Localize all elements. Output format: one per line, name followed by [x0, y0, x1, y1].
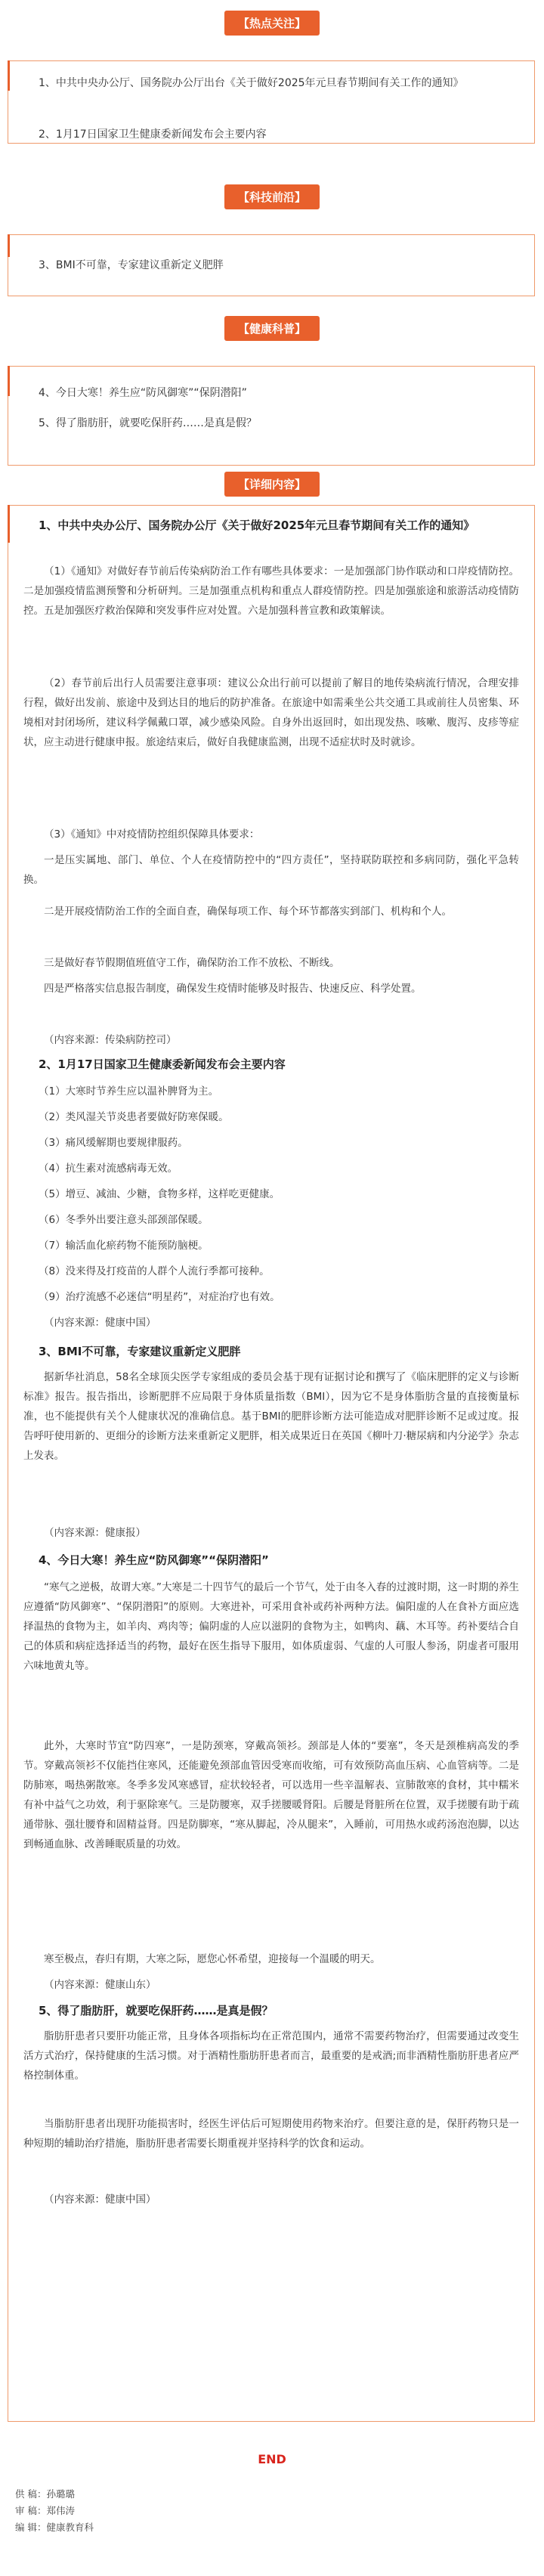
- s1-source: （内容来源：传染病防控司）: [44, 1034, 177, 1046]
- s2-item: （9）治疗流感不必迷信“明星药”，对症治疗也有效。: [39, 1291, 280, 1303]
- s4-title: 4、今日大寒！养生应“防风御寒”“保阴潜阳”: [39, 1553, 269, 1567]
- s5-source: （内容来源：健康中国）: [44, 2194, 156, 2206]
- s2-item: （1）大寒时节养生应以温补脾肾为主。: [39, 1085, 219, 1098]
- s2-source: （内容来源：健康中国）: [44, 1317, 156, 1329]
- box-accent: [8, 505, 10, 543]
- science-box: [8, 234, 535, 296]
- health-item-4[interactable]: 4、今日大寒！养生应“防风御寒”“保阴潜阳”: [39, 387, 247, 399]
- s1-title: 1、中共中央办公厅、国务院办公厅《关于做好2025年元旦春节期间有关工作的通知》: [39, 519, 475, 532]
- health-box: [8, 366, 535, 466]
- hot-box: [8, 60, 535, 144]
- s3-source: （内容来源：健康报）: [44, 1527, 146, 1539]
- s3-title: 3、BMI不可靠，专家建议重新定义肥胖: [39, 1345, 241, 1358]
- s2-item: （2）类风湿关节炎患者要做好防寒保暖。: [39, 1111, 229, 1123]
- s2-item: （8）没来得及打疫苗的人群个人流行季都可接种。: [39, 1265, 270, 1277]
- s1-p7: 四是严格落实信息报告制度，确保发生疫情时能够及时报告、快速反应、科学处置。: [44, 983, 422, 995]
- box-accent: [8, 60, 10, 91]
- s4-p1: “寒气之逆极，故谓大寒。”大寒是二十四节气的最后一个节气，处于由冬入春的过渡时期，这一时期的养生应遵循“防风御寒”、“保阴潜阳”的原则。大寒进补，可采用食补或药补两种方法。偏阳虚的人在食补方面应选择温热的食物为主，如羊肉、鸡肉等；偏阴虚的人应以滋阴的食物为主，如鸭肉、藕、木耳等。药补要结合自己的体质和病症选择适当的药物，最好在医生指导下服用，如体质虚弱、气虚的人可服人参汤，阴虚者可服用六味地黄丸等。: [23, 1581, 519, 1672]
- credit-source: 供 稿：孙璐璐: [15, 2488, 75, 2500]
- s1-p6: 三是做好春节假期值班值守工作，确保防治工作不放松、不断线。: [44, 957, 340, 969]
- science-item-1[interactable]: 3、BMI不可靠，专家建议重新定义肥胖: [39, 259, 224, 271]
- s4-source: （内容来源：健康山东）: [44, 1979, 156, 1991]
- end-mark: END: [258, 2452, 286, 2466]
- s1-p2: （2）春节前后出行人员需要注意事项：建议公众出行前可以提前了解目的地传染病流行情况，合理安排行程，做好出发前、旅途中及到达目的地后的防护准备。在旅途中如需乘坐公共交通工具或前往人员密集、环境相对封闭场所，建议科学佩戴口罩，减少感染风险。自身外出返回时，如出现发热、咳嗽、腹泻、皮疹等症状，应主动进行健康申报。旅途结束后，做好自我健康监测，出现不适症状时及时就诊。: [23, 677, 519, 748]
- hot-item-1[interactable]: 1、中共中央办公厅、国务院办公厅出台《关于做好2025年元旦春节期间有关工作的通知》: [39, 77, 464, 89]
- section-tag-hot: 【热点关注】: [224, 11, 320, 36]
- s2-item: （7）输活血化瘀药物不能预防脑梗。: [39, 1240, 209, 1252]
- detail-box: [8, 505, 535, 2422]
- box-accent: [8, 366, 10, 396]
- s2-title: 2、1月17日国家卫生健康委新闻发布会主要内容: [39, 1057, 286, 1071]
- credit-review: 审 稿：郑伟涛: [15, 2505, 75, 2516]
- s1-p5: 二是开展疫情防治工作的全面自查，确保每项工作、每个环节都落实到部门、机构和个人。: [44, 906, 452, 918]
- s2-item: （5）增豆、减油、少糖，食物多样，这样吃更健康。: [39, 1188, 280, 1200]
- s5-p2: 当脂肪肝患者出现肝功能损害时，经医生评估后可短期使用药物来治疗。但要注意的是，保肝药物只是一种短期的辅助治疗措施，脂肪肝患者需要长期重视并坚持科学的饮食和运动。: [23, 2118, 519, 2150]
- s4-p3: 寒至极点，春归有期，大寒之际，愿您心怀希望，迎接每一个温暖的明天。: [44, 1953, 381, 1965]
- s2-item: （4）抗生素对流感病毒无效。: [39, 1163, 178, 1175]
- s5-p1: 脂肪肝患者只要肝功能正常，且身体各项指标均在正常范围内，通常不需要药物治疗，但需要通过改变生活方式治疗，保持健康的生活习惯。对于酒精性脂肪肝患者而言，最重要的是戒酒;而非酒精性脂肪肝患者应严格控制体重。: [23, 2030, 519, 2082]
- hot-item-2[interactable]: 2、1月17日国家卫生健康委新闻发布会主要内容: [39, 128, 267, 141]
- s5-title: 5、得了脂肪肝，就要吃保肝药……是真是假？: [39, 2004, 274, 2017]
- box-accent: [8, 234, 10, 257]
- s1-p4: 一是压实属地、部门、单位、个人在疫情防控中的“四方责任”，坚持联防联控和多病同防，强化平急转换。: [23, 854, 519, 886]
- s1-p3: （3）《通知》中对疫情防控组织保障具体要求：: [44, 828, 260, 841]
- s1-p1: （1）《通知》对做好春节前后传染病防治工作有哪些具体要求：一是加强部门协作联动和口岸疫情防控。二是加强疫情监测预警和分析研判。三是加强重点机构和重点人群疫情防控。四是加强旅途和旅游活动疫情防控。五是加强医疗救治保障和突发事件应对处置。六是加强科普宣教和政策解读。: [23, 565, 519, 617]
- section-tag-science: 【科技前沿】: [224, 184, 320, 209]
- credit-editor: 编 辑：健康教育科: [15, 2522, 94, 2533]
- s2-item: （3）痛风缓解期也要规律服药。: [39, 1137, 188, 1149]
- section-tag-health: 【健康科普】: [224, 316, 320, 341]
- section-tag-detail: 【详细内容】: [224, 472, 320, 497]
- s3-p1: 据新华社消息，58名全球顶尖医学专家组成的委员会基于现有证据讨论和撰写了《临床肥胖的定义与诊断标准》报告。报告指出，诊断肥胖不应局限于身体质量指数（BMI），因为它不是身体脂肪含量的直接衡量标准，也不能提供有关个人健康状况的准确信息。基于BMI的肥胖诊断方法可能造成对肥胖诊断不足或过度。报告呼吁使用新的、更细分的诊断方法来重新定义肥胖，相关成果近日在英国《柳叶刀·糖尿病和内分泌学》杂志上发表。: [23, 1371, 519, 1462]
- health-item-5[interactable]: 5、得了脂肪肝，就要吃保肝药……是真是假？: [39, 417, 257, 429]
- s4-p2: 此外，大寒时节宜“防四寒”，一是防颈寒，穿戴高领衫。颈部是人体的“要塞”，冬天是颈椎病高发的季节。穿戴高领衫不仅能挡住寒风，还能避免颈部血管因受寒而收缩，可有效预防高血压病、心血管病等。二是防肺寒，喝热粥散寒。冬季多发风寒感冒，症状较轻者，可以选用一些辛温解表、宣肺散寒的食材，其中糯米有补中益气之功效，利于驱除寒气。三是防腰寒，双手搓腰暖肾阳。后腰是肾脏所在位置，双手搓腰有助于疏通带脉、强壮腰脊和固精益肾。四是防脚寒，“寒从脚起，冷从腿来”，入睡前，可用热水或药汤泡泡脚，以达到畅通血脉、改善睡眠质量的功效。: [23, 1740, 519, 1850]
- s2-item: （6）冬季外出要注意头部颈部保暖。: [39, 1214, 209, 1226]
